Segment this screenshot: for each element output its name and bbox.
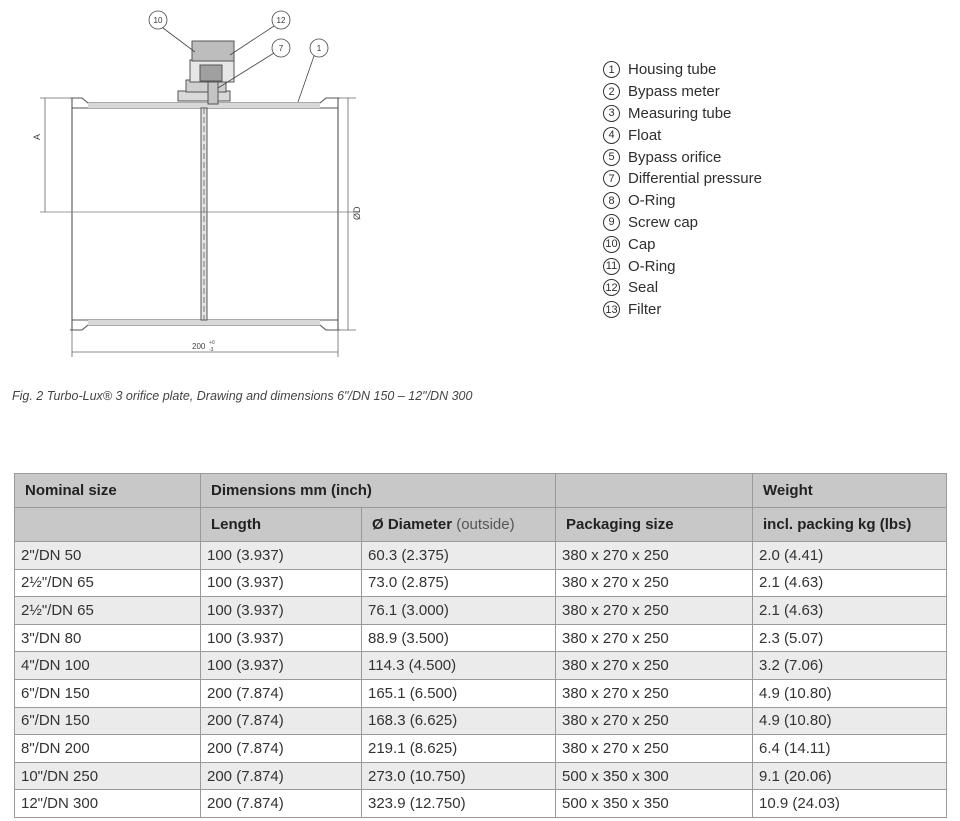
cell-diameter: 88.9 (3.500)	[362, 624, 556, 652]
legend-label: Bypass orifice	[628, 148, 722, 166]
legend-number: 1	[603, 61, 620, 78]
parts-legend	[603, 59, 762, 321]
legend-label: Measuring tube	[628, 104, 732, 122]
cell-weight: 2.1 (4.63)	[753, 597, 947, 625]
cell-diameter: 73.0 (2.875)	[362, 569, 556, 597]
technical-drawing	[0, 0, 420, 370]
cell-length: 200 (7.874)	[201, 790, 362, 818]
cell-diameter: 60.3 (2.375)	[362, 542, 556, 570]
header-length: Length	[201, 508, 362, 542]
cell-nominal: 2½"/DN 65	[15, 597, 201, 625]
cell-weight: 2.1 (4.63)	[753, 569, 947, 597]
callout-1	[298, 39, 328, 102]
legend-number: 9	[603, 214, 620, 231]
cell-length: 100 (3.937)	[201, 597, 362, 625]
table-row	[15, 679, 947, 707]
bypass-meter	[178, 41, 234, 104]
svg-text:7: 7	[278, 44, 284, 53]
svg-text:1: 1	[316, 44, 322, 53]
dimension-length-label: 200	[192, 342, 206, 351]
callout-10	[149, 11, 195, 52]
legend-item	[603, 59, 762, 81]
legend-label: Screw cap	[628, 213, 699, 231]
header-packaging-size: Packaging size	[556, 508, 753, 542]
cell-packaging: 380 x 270 x 250	[556, 569, 753, 597]
cell-diameter: 323.9 (12.750)	[362, 790, 556, 818]
legend-label: Housing tube	[628, 61, 717, 79]
cell-length: 200 (7.874)	[201, 762, 362, 790]
legend-label: O-Ring	[628, 257, 676, 275]
cell-weight: 2.0 (4.41)	[753, 542, 947, 570]
table-subheader-row	[15, 508, 947, 542]
cell-length: 100 (3.937)	[201, 542, 362, 570]
legend-label: Float	[628, 126, 662, 144]
table-row	[15, 542, 947, 570]
legend-item	[603, 277, 762, 299]
table-row	[15, 597, 947, 625]
cell-packaging: 380 x 270 x 250	[556, 652, 753, 680]
cell-nominal: 6"/DN 150	[15, 707, 201, 735]
cell-nominal: 4"/DN 100	[15, 652, 201, 680]
legend-item	[603, 190, 762, 212]
header-weight: Weight	[753, 474, 947, 508]
cell-weight: 9.1 (20.06)	[753, 762, 947, 790]
legend-number: 4	[603, 127, 620, 144]
table-row	[15, 707, 947, 735]
bottom-wall-fill	[88, 320, 320, 325]
cell-packaging: 500 x 350 x 350	[556, 790, 753, 818]
dimension-tol-lower: -3	[209, 347, 214, 353]
cell-weight: 3.2 (7.06)	[753, 652, 947, 680]
cell-length: 200 (7.874)	[201, 679, 362, 707]
header-diameter	[362, 508, 556, 542]
legend-number: 7	[603, 170, 620, 187]
cell-length: 200 (7.874)	[201, 735, 362, 763]
table-row	[15, 624, 947, 652]
header-blank	[15, 508, 201, 542]
cell-diameter: 168.3 (6.625)	[362, 707, 556, 735]
legend-label: Bypass meter	[628, 83, 720, 101]
cell-weight: 4.9 (10.80)	[753, 679, 947, 707]
header-nominal-size: Nominal size	[15, 474, 201, 508]
legend-label: Cap	[628, 235, 656, 253]
legend-item	[603, 81, 762, 103]
dimension-a-label: A	[32, 133, 42, 140]
cell-nominal: 6"/DN 150	[15, 679, 201, 707]
cell-length: 100 (3.937)	[201, 624, 362, 652]
dimensions-table	[14, 473, 947, 818]
svg-text:10: 10	[153, 16, 163, 25]
legend-number: 2	[603, 83, 620, 100]
svg-text:12: 12	[276, 16, 286, 25]
table-row	[15, 762, 947, 790]
legend-item	[603, 299, 762, 321]
cell-diameter: 219.1 (8.625)	[362, 735, 556, 763]
legend-item	[603, 212, 762, 234]
cell-diameter: 165.1 (6.500)	[362, 679, 556, 707]
cell-weight: 6.4 (14.11)	[753, 735, 947, 763]
orifice-plate	[201, 108, 207, 320]
legend-number: 8	[603, 192, 620, 209]
legend-item	[603, 255, 762, 277]
cell-packaging: 380 x 270 x 250	[556, 542, 753, 570]
header-diameter-label: Ø Diameter	[372, 516, 453, 533]
legend-label: Differential pressure	[628, 170, 762, 188]
cell-nominal: 2½"/DN 65	[15, 569, 201, 597]
cell-packaging: 380 x 270 x 250	[556, 679, 753, 707]
dimension-tol-upper: +0	[209, 340, 215, 346]
cell-length: 200 (7.874)	[201, 707, 362, 735]
cell-nominal: 10"/DN 250	[15, 762, 201, 790]
cell-nominal: 2"/DN 50	[15, 542, 201, 570]
cell-nominal: 8"/DN 200	[15, 735, 201, 763]
cell-nominal: 3"/DN 80	[15, 624, 201, 652]
header-weight-sub: incl. packing kg (lbs)	[753, 508, 947, 542]
cell-weight: 2.3 (5.07)	[753, 624, 947, 652]
cell-diameter: 114.3 (4.500)	[362, 652, 556, 680]
cell-packaging: 380 x 270 x 250	[556, 707, 753, 735]
table-row	[15, 790, 947, 818]
cell-weight: 10.9 (24.03)	[753, 790, 947, 818]
dimension-a	[40, 98, 72, 212]
legend-number: 11	[603, 258, 620, 275]
cell-packaging: 380 x 270 x 250	[556, 624, 753, 652]
header-packaging-blank	[556, 474, 753, 508]
table-row	[15, 652, 947, 680]
legend-number: 10	[603, 236, 620, 253]
cell-diameter: 273.0 (10.750)	[362, 762, 556, 790]
legend-number: 5	[603, 149, 620, 166]
legend-item	[603, 103, 762, 125]
cell-packaging: 500 x 350 x 300	[556, 762, 753, 790]
table-row	[15, 735, 947, 763]
table-row	[15, 569, 947, 597]
header-diameter-note: (outside)	[456, 516, 515, 533]
cell-weight: 4.9 (10.80)	[753, 707, 947, 735]
header-dimensions: Dimensions mm (inch)	[201, 474, 556, 508]
legend-number: 12	[603, 279, 620, 296]
cell-diameter: 76.1 (3.000)	[362, 597, 556, 625]
legend-number: 13	[603, 301, 620, 318]
cell-packaging: 380 x 270 x 250	[556, 735, 753, 763]
legend-item	[603, 233, 762, 255]
legend-item	[603, 124, 762, 146]
cell-length: 100 (3.937)	[201, 569, 362, 597]
cell-length: 100 (3.937)	[201, 652, 362, 680]
legend-item	[603, 146, 762, 168]
legend-label: Filter	[628, 301, 662, 319]
legend-label: Seal	[628, 279, 659, 297]
legend-number: 3	[603, 105, 620, 122]
figure-caption: Fig. 2 Turbo-Lux® 3 orifice plate, Drawing and dimensions 6"/DN 150 – 12"/DN 300	[12, 389, 473, 403]
cell-nominal: 12"/DN 300	[15, 790, 201, 818]
dimension-d-label: ØD	[352, 206, 362, 220]
cell-packaging: 380 x 270 x 250	[556, 597, 753, 625]
top-wall-fill	[88, 103, 320, 108]
legend-label: O-Ring	[628, 192, 676, 210]
table-header-row	[15, 474, 947, 508]
legend-item	[603, 168, 762, 190]
